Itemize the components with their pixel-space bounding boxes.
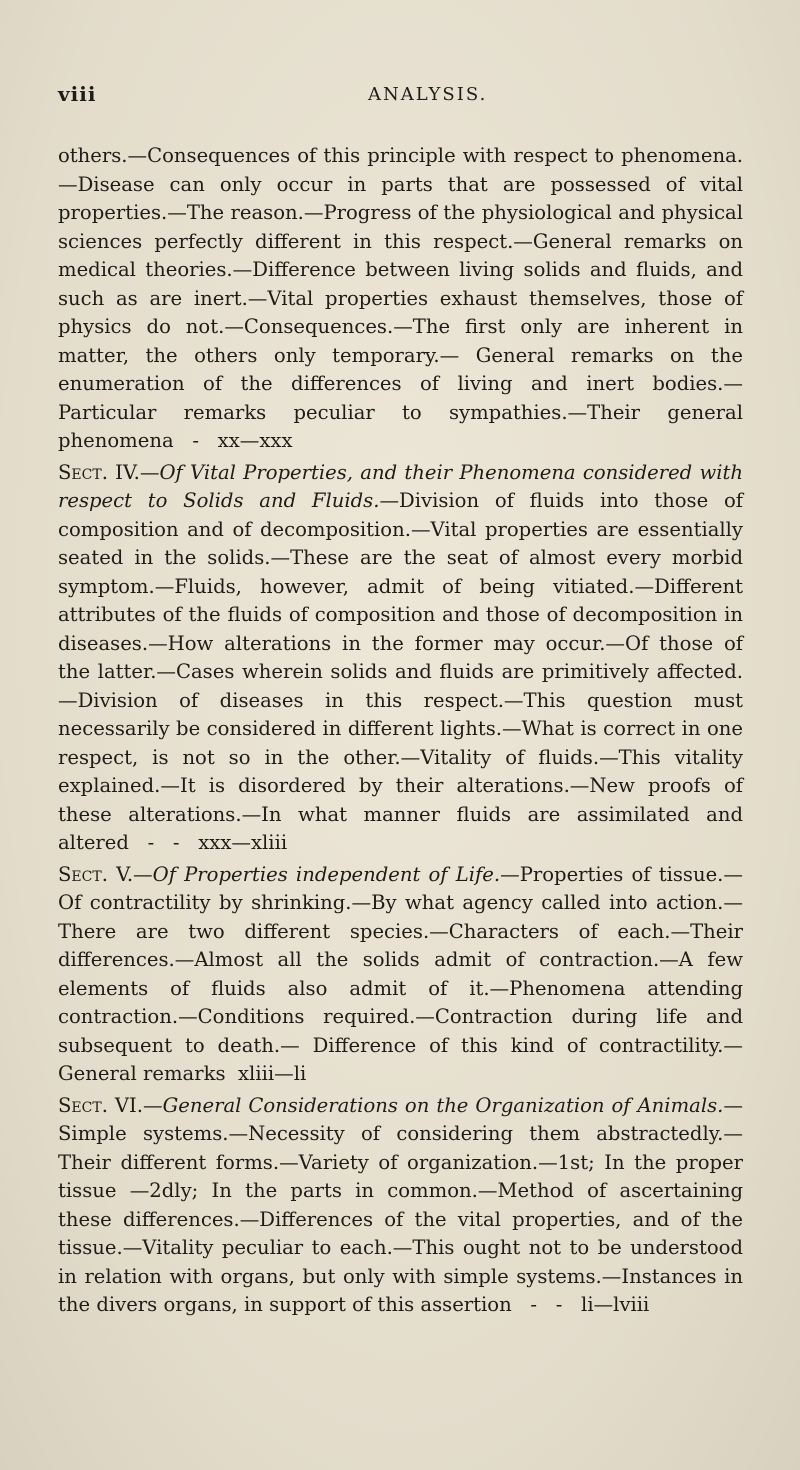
section-vi [58, 1092, 743, 1320]
section-title: Of Properties independent of Life. [152, 862, 501, 886]
page-number: viii [58, 82, 97, 106]
page-range: - - li—lviii [517, 1293, 650, 1316]
paragraph-continuation [58, 142, 743, 456]
section-text: —Properties of tissue.— Of contractility by shrinking.—By what agency called into action.— There are two different species.—Characters of each.—Their differences.—Almost all the solids admit of contraction.—A few elements of fluids also admit of it.—Phenomena attending contraction.—Conditions required.—Contraction during life and subsequent to death.— Difference of this kind of contractility.—General remarks [58, 862, 744, 1085]
section-text: —Division of fluids into those of composition and of decomposition.—Vital properties are essentially seated in the solids.—These are the seat of almost every morbid symptom.—Fluids, however, admit of being vitiated.—Different attributes of the fluids of composition and those of decomposition in diseases.—How alterations in the former may occur.—Of those of the latter.—Cases wherein solids and fluids are primitively affected.—Division of diseases in this respect.—This question must necessarily be considered in different lights.—What is correct in one respect, is not so in the other.—Vitality of fluids.—This vitality explained.—It is disordered by their alterations.—New proofs of these alterations.—In what manner fluids are assimilated and altered [58, 489, 743, 854]
section-label: Sect. V.— [58, 862, 153, 886]
section-iv [58, 459, 743, 858]
running-title: ANALYSIS. [368, 84, 488, 105]
section-title: General Considerations on the Organization of Animals. [162, 1093, 724, 1117]
running-head [58, 82, 740, 112]
paragraph-text: others.—Consequences of this principle with respect to phenomena. —Disease can only occur in parts that are possessed of vital properties.—The reason.—Progress of the physiological and physical sciences perfectly different in this respect.—General remarks on medical theories.—Difference between living solids and fluids, and such as are inert.—Vital properties exhaust themselves, those of physics do not.—Consequences.—The first only are inherent in matter, the others only temporary.— General remarks on the enumeration of the differences of living and inert bodies.—Particular remarks peculiar to sympathies.—Their general phenomena [58, 144, 743, 452]
section-label: Sect. IV.— [58, 460, 160, 484]
page-range: xliii—li [238, 1062, 307, 1085]
section-text: — Simple systems.—Necessity of considering them abstractedly.—Their different forms.—Variety of organization.—1st; In the proper tissue —2dly; In the parts in common.—Method of ascertaining these differences.—Differences of the vital properties, and of the tissue.—Vitality peculiar to each.—This ought not to be understood in relation with organs, but only with simple systems.—Instances in the divers organs, in support of this assertion [58, 1093, 743, 1316]
page-range: - xx—xxx [179, 429, 293, 452]
section-title: Of Vital Properties, and their Phenomena considered with respect to Solids and Fluids. [58, 460, 743, 512]
section-label: Sect. VI.— [58, 1093, 163, 1117]
analysis-text [58, 142, 743, 1320]
page-range: - - xxx—xliii [135, 831, 288, 854]
section-v [58, 861, 743, 1089]
